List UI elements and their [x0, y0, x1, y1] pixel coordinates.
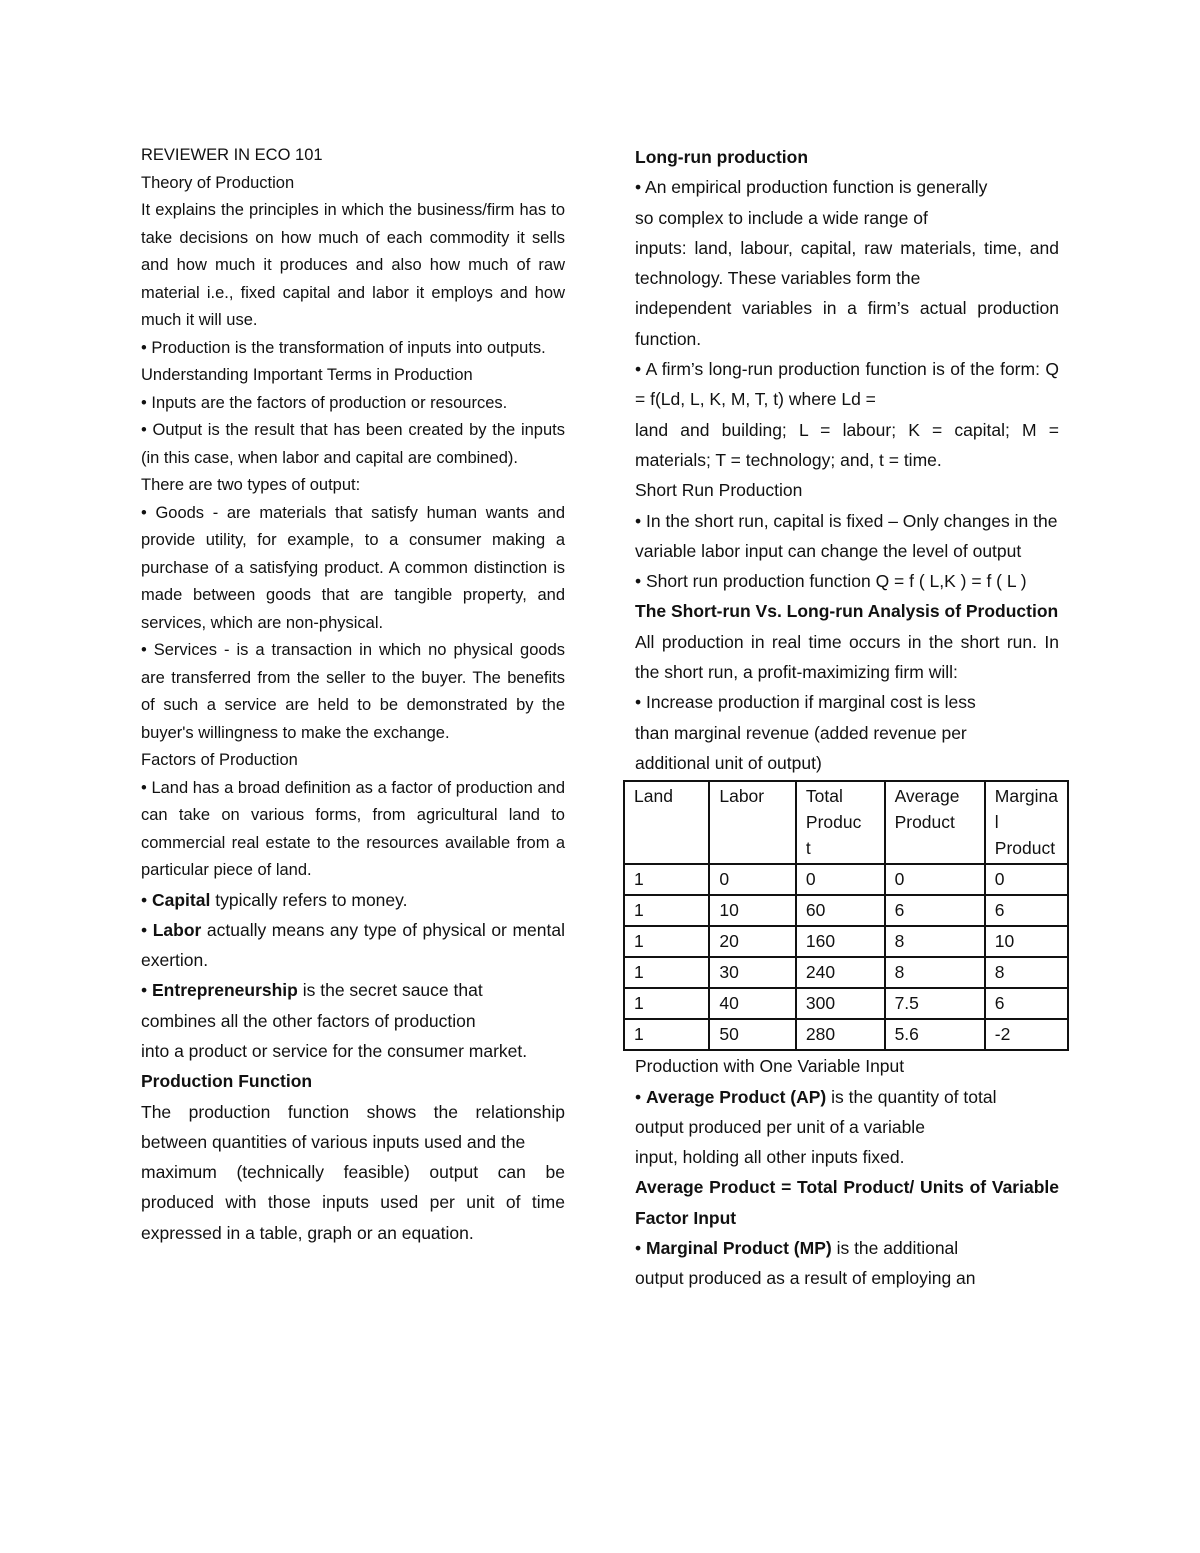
entrepreneurship-term: Entrepreneurship — [152, 980, 298, 1001]
capital-definition — [141, 885, 565, 915]
table-cell: 8 — [985, 957, 1068, 988]
header-text: Labor — [719, 786, 765, 807]
header-average-product — [885, 781, 985, 864]
increase-production-bullet: • Increase production if marginal cost is less — [635, 692, 976, 713]
long-run-bullet-2-line-2: land and building; L = labour; K = capital; M = materials; T = technology; and, t = time. — [635, 419, 1059, 470]
marginal-product-bullet — [635, 1233, 1059, 1263]
average-product-formula: Average Product = Total Product/ Units of Variable Factor Input — [635, 1177, 1059, 1228]
table-header-row — [624, 781, 1068, 864]
marginal-product-text: is the additional — [831, 1238, 959, 1259]
bullet: • — [635, 1238, 646, 1259]
table-row — [624, 864, 1068, 895]
table-row — [624, 957, 1068, 988]
table-row — [624, 1019, 1068, 1050]
table-cell: 5.6 — [885, 1019, 985, 1050]
table-cell: 160 — [796, 926, 885, 957]
capital-text: typically refers to money. — [210, 889, 408, 910]
two-types-text: There are two types of output: — [141, 476, 361, 494]
table-cell: 0 — [709, 864, 796, 895]
production-definition: • Production is the transformation of inputs into outputs. — [141, 338, 546, 357]
short-vs-long-text: All production in real time occurs in the short run. In the short run, a profit-maximizing firm will: — [635, 631, 1059, 683]
table-cell: 1 — [624, 1019, 709, 1050]
table-cell: 240 — [796, 957, 885, 988]
table-cell: 300 — [796, 988, 885, 1019]
header-text: l — [994, 812, 999, 833]
header-text: Land — [634, 786, 673, 807]
labor-definition — [141, 915, 565, 976]
bullet: • — [141, 980, 152, 1001]
header-labor — [709, 781, 796, 864]
increase-production-line-2: than marginal revenue (added revenue per — [635, 722, 967, 743]
table-cell: 0 — [885, 864, 985, 895]
document-title: REVIEWER IN ECO 101 — [141, 146, 323, 164]
long-run-bullet-1-line-4: independent variables in a firm’s actual production function. — [635, 298, 1059, 349]
short-run-bullet-1: • In the short run, capital is fixed – Only changes in the variable labor input can change the level of output — [635, 510, 1058, 561]
header-total-product — [796, 781, 885, 864]
theory-heading: Theory of Production — [141, 173, 295, 192]
average-product-line-3: input, holding all other inputs fixed. — [635, 1147, 905, 1168]
average-product-term: Average Product (AP) — [646, 1086, 827, 1107]
header-land — [624, 781, 709, 864]
long-run-bullet-1-line-2: so complex to include a wide range of — [635, 207, 928, 228]
header-text: t — [805, 838, 811, 859]
table-cell: 20 — [709, 926, 796, 957]
marginal-product-line-2: output produced as a result of employing an — [635, 1268, 976, 1289]
table-cell: 1 — [624, 926, 709, 957]
labor-term: Labor — [152, 919, 202, 940]
long-run-bullet-1-line-3: inputs: land, labour, capital, raw materials, time, and technology. These variables form the — [635, 237, 1059, 289]
long-run-bullet-2: • A firm’s long-run production function is of the form: Q = f(Ld, L, K, M, T, t) where Ld = — [635, 359, 1059, 410]
one-variable-input-caption: Production with One Variable Input — [635, 1056, 905, 1077]
entrepreneurship-definition — [141, 975, 565, 1005]
average-product-text: is the quantity of total — [826, 1086, 997, 1107]
entrepreneurship-text: is the secret sauce that — [297, 980, 483, 1001]
header-text: Average — [894, 786, 960, 807]
table-cell: 0 — [985, 864, 1068, 895]
long-run-bullet-1: • An empirical production function is generally — [635, 177, 988, 198]
table-row — [624, 988, 1068, 1019]
terms-heading: Understanding Important Terms in Production — [141, 366, 473, 384]
short-run-heading: Short Run Production — [635, 480, 803, 501]
short-vs-long-heading: The Short-run Vs. Long-run Analysis of Production — [635, 601, 1059, 622]
bullet: • — [141, 919, 153, 940]
table-cell: 6 — [985, 988, 1068, 1019]
table-cell: 10 — [985, 926, 1068, 957]
table-cell: 1 — [624, 957, 709, 988]
table-cell: 10 — [709, 895, 796, 926]
entrepreneurship-line-3: into a product or service for the consumer market. — [141, 1040, 528, 1061]
bullet: • — [141, 889, 152, 910]
table-cell: 8 — [885, 957, 985, 988]
long-run-heading: Long-run production — [635, 147, 809, 167]
capital-term: Capital — [152, 889, 211, 910]
header-text: Margina — [994, 786, 1058, 807]
right-column — [635, 142, 1059, 1294]
table-cell: -2 — [985, 1019, 1068, 1050]
header-text: Produc — [805, 812, 862, 833]
output-definition: • Output is the result that has been created by the inputs (in this case, when labor and capital are combined). — [141, 421, 565, 467]
table-cell: 60 — [796, 895, 885, 926]
header-marginal-product — [985, 781, 1068, 864]
average-product-line-2: output produced per unit of a variable — [635, 1116, 925, 1137]
goods-definition: • Goods - are materials that satisfy human wants and provide utility, for example, to a consumer making a purchase of a satisfying product. A common distinction is made between goods that are tangible property, and services, which are non-physical. — [141, 503, 565, 632]
production-table — [623, 780, 1069, 1051]
land-definition: • Land has a broad definition as a factor of production and can take on various forms, from agricultural land to commercial real estate to the resources available from a particular piece of land. — [141, 778, 565, 879]
header-text: Product — [894, 812, 955, 833]
increase-production-line-3: additional unit of output) — [635, 752, 822, 773]
table-cell: 0 — [796, 864, 885, 895]
table-cell: 1 — [624, 895, 709, 926]
table-cell: 6 — [985, 895, 1068, 926]
production-function-text-2: maximum (technically feasible) output can be produced with those inputs used per unit of time expressed in a table, graph or an equation. — [141, 1162, 565, 1243]
theory-text: It explains the principles in which the business/firm has to take decisions on how much of each commodity it sells and how much it produces and also how much of raw material i.e., fixed capital and labor it employs and how much it will use. — [141, 201, 565, 329]
header-text: Total — [805, 786, 843, 807]
table-cell: 50 — [709, 1019, 796, 1050]
marginal-product-term: Marginal Product (MP) — [646, 1238, 832, 1259]
factors-heading: Factors of Production — [141, 751, 298, 769]
short-run-bullet-2: • Short run production function Q = f ( L,K ) = f ( L ) — [635, 571, 1027, 592]
labor-text: actually means any type of physical or mental exertion. — [141, 919, 565, 971]
bullet: • — [635, 1086, 646, 1107]
table-cell: 6 — [885, 895, 985, 926]
services-definition: • Services - is a transaction in which no physical goods are transferred from the seller to the buyer. The benefits of such a service are held to be demonstrated by the buyer's willingness to make the exchange. — [141, 641, 565, 742]
table-row — [624, 926, 1068, 957]
table-cell: 1 — [624, 864, 709, 895]
table-cell: 40 — [709, 988, 796, 1019]
table-cell: 7.5 — [885, 988, 985, 1019]
table-cell: 280 — [796, 1019, 885, 1050]
table-cell: 30 — [709, 957, 796, 988]
table-cell: 1 — [624, 988, 709, 1019]
average-product-bullet — [635, 1082, 1059, 1112]
table-row — [624, 895, 1068, 926]
inputs-definition: • Inputs are the factors of production or resources. — [141, 393, 508, 412]
production-function-text-1: The production function shows the relationship between quantities of various inputs used and the — [141, 1101, 565, 1152]
production-function-heading: Production Function — [141, 1071, 313, 1092]
header-text: Product — [994, 838, 1056, 859]
left-column — [141, 142, 565, 1248]
table-cell: 8 — [885, 926, 985, 957]
entrepreneurship-line-2: combines all the other factors of production — [141, 1010, 476, 1031]
